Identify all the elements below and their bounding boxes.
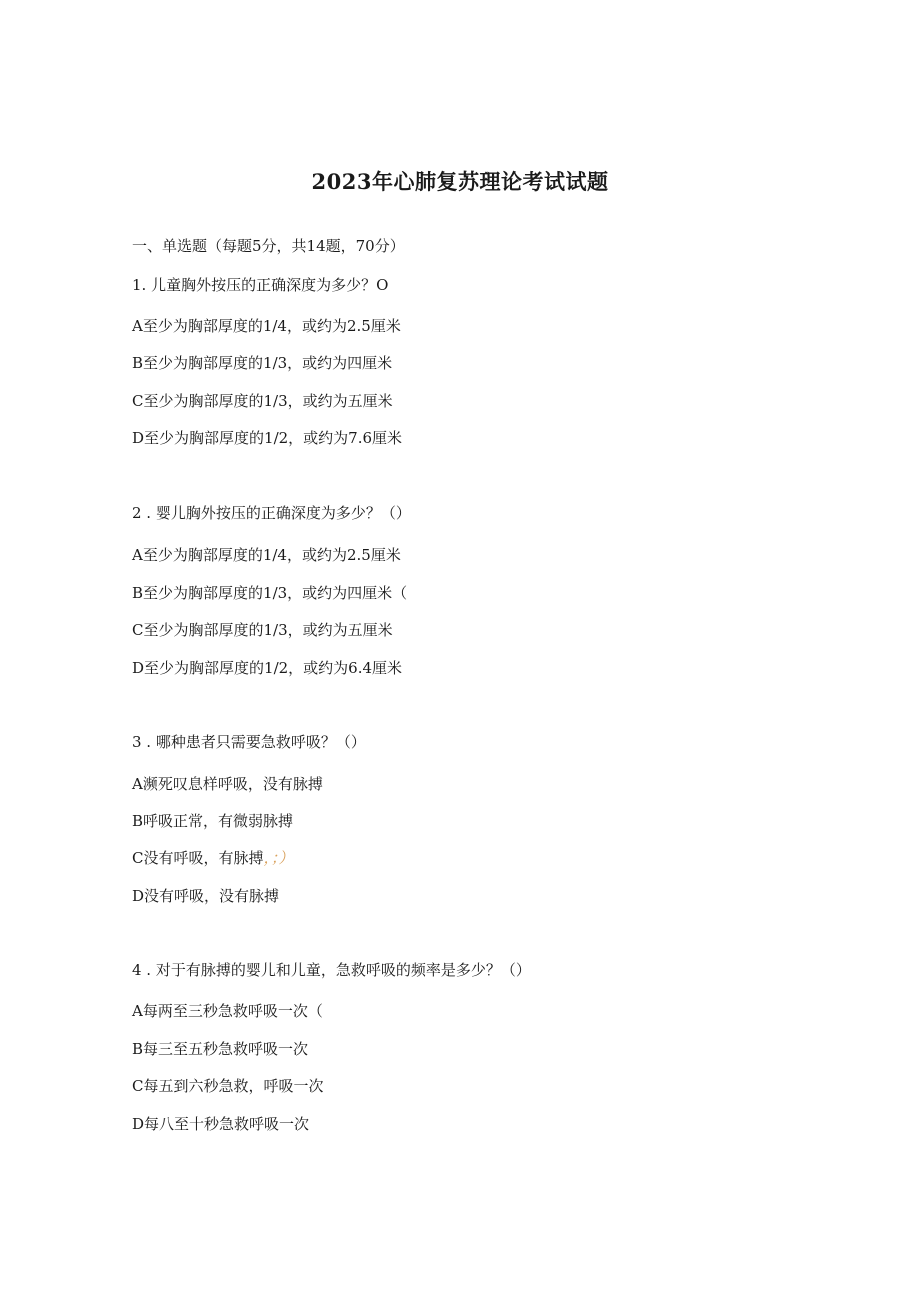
- section-heading: 一、单选题（每题5分，共14题，70分）: [132, 237, 405, 255]
- question-2-option-d: D至少为胸部厚度的1/2，或约为6.4厘米: [132, 659, 403, 677]
- question-1-option-a: A至少为胸部厚度的1/4，或约为2.5厘米: [132, 317, 401, 335]
- question-3-option-a: A濒死叹息样呼吸，没有脉搏: [132, 775, 323, 793]
- question-3-stem: 3 . 哪种患者只需要急救呼吸？（）: [132, 733, 366, 751]
- question-2-option-c: C至少为胸部厚度的1/3，或约为五厘米: [132, 621, 393, 639]
- handwritten-mark: ，；）: [263, 849, 294, 867]
- question-3-option-c: [132, 847, 294, 869]
- question-3-option-d: D没有呼吸，没有脉搏: [132, 887, 280, 905]
- question-4-stem: 4 . 对于有脉搏的婴儿和儿童，急救呼吸的频率是多少？（）: [132, 961, 531, 979]
- question-2-stem: 2 . 婴儿胸外按压的正确深度为多少？（）: [132, 504, 411, 522]
- question-2-option-a: A至少为胸部厚度的1/4，或约为2.5厘米: [132, 546, 401, 564]
- question-4-option-a: A每两至三秒急救呼吸一次（: [132, 1002, 323, 1020]
- question-1-option-d: D至少为胸部厚度的1/2，或约为7.6厘米: [132, 429, 403, 447]
- question-3-option-c-text: C没有呼吸，有脉搏: [132, 849, 264, 867]
- question-4-option-b: B每三至五秒急救呼吸一次: [132, 1040, 309, 1058]
- question-2-option-b: B至少为胸部厚度的1/3，或约为四厘米（: [132, 584, 408, 602]
- page-title: 2023年心肺复苏理论考试试题: [311, 169, 609, 194]
- question-4-option-c: C每五到六秒急救，呼吸一次: [132, 1077, 324, 1095]
- question-3-option-b: B呼吸正常，有微弱脉搏: [132, 812, 294, 830]
- question-1-option-b: B至少为胸部厚度的1/3，或约为四厘米: [132, 354, 393, 372]
- question-4-option-d: D每八至十秒急救呼吸一次: [132, 1115, 310, 1133]
- question-1-stem: 1. 儿童胸外按压的正确深度为多少？O: [132, 276, 389, 294]
- question-1-option-c: C至少为胸部厚度的1/3，或约为五厘米: [132, 392, 393, 410]
